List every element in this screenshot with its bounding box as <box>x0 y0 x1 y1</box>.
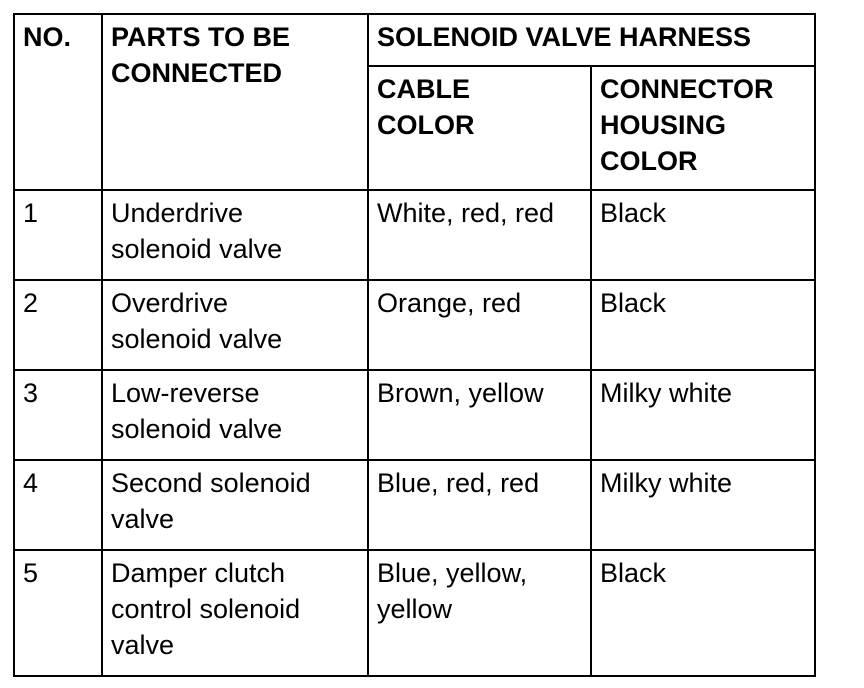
cell-cable-color: Blue, red, red <box>368 460 591 550</box>
header-no: NO. <box>14 14 102 190</box>
table-row <box>14 460 815 550</box>
header-connector-color: CONNECTOR HOUSING COLOR <box>591 66 815 190</box>
cell-cable-color: Brown, yellow <box>368 370 591 460</box>
header-parts: PARTS TO BE CONNECTED <box>102 14 368 190</box>
table-row <box>14 190 815 280</box>
cell-cable-color: White, red, red <box>368 190 591 280</box>
cell-connector-color: Milky white <box>591 370 815 460</box>
cell-no: 3 <box>14 370 102 460</box>
cell-connector-color: Black <box>591 190 815 280</box>
cell-part: Underdrive solenoid valve <box>102 190 368 280</box>
cell-no: 2 <box>14 280 102 370</box>
cell-no: 1 <box>14 190 102 280</box>
header-cable-color: CABLE COLOR <box>368 66 591 190</box>
cell-connector-color: Black <box>591 550 815 676</box>
cell-connector-color: Milky white <box>591 460 815 550</box>
cell-part: Second solenoid valve <box>102 460 368 550</box>
cell-part: Overdrive solenoid valve <box>102 280 368 370</box>
table-row <box>14 280 815 370</box>
cell-cable-color: Orange, red <box>368 280 591 370</box>
table-row <box>14 370 815 460</box>
cell-no: 5 <box>14 550 102 676</box>
cell-no: 4 <box>14 460 102 550</box>
table-row <box>14 550 815 676</box>
header-harness: SOLENOID VALVE HARNESS <box>368 14 815 66</box>
cell-part: Damper clutch control solenoid valve <box>102 550 368 676</box>
cell-cable-color: Blue, yellow, yellow <box>368 550 591 676</box>
cell-connector-color: Black <box>591 280 815 370</box>
cell-part: Low-reverse solenoid valve <box>102 370 368 460</box>
table-body <box>14 14 815 676</box>
header-row <box>14 14 815 66</box>
solenoid-harness-table <box>13 13 816 677</box>
